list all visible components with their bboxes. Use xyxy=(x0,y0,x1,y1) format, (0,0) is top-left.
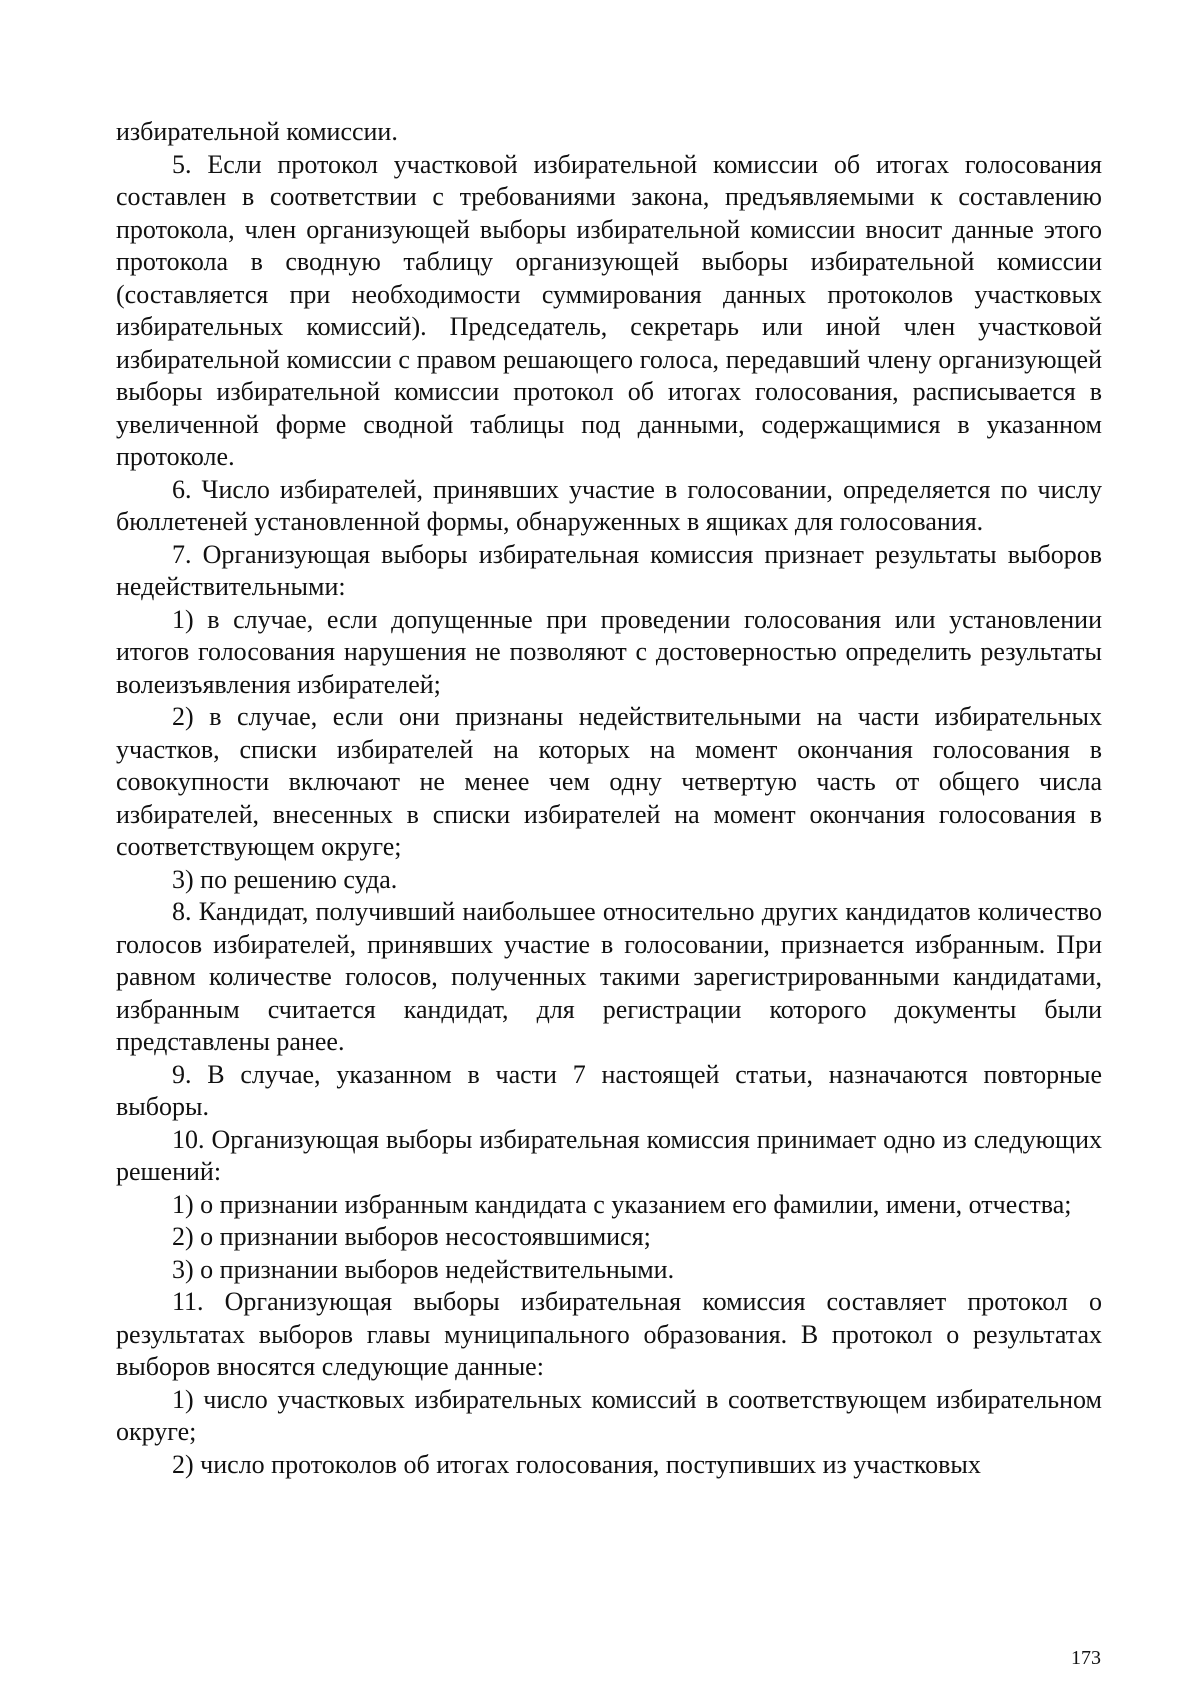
paragraph-7-item-3: 3) по решению суда. xyxy=(172,864,398,894)
document-body xyxy=(116,116,1102,1481)
paragraph-6: 6. Число избирателей, принявших участие в голосовании, определяется по числу бюллетеней установленной формы, обнаруженных в ящиках для голосования. xyxy=(116,474,1102,536)
paragraph-11: 11. Организующая выборы избирательная комиссия составляет протокол о результатах выборов главы муниципального образования. В протокол о результатах выборов вносятся следующие данные: xyxy=(116,1287,1102,1381)
page-number: 173 xyxy=(1071,1647,1101,1669)
paragraph-7-item-2: 2) в случае, если они признаны недействительными на части избирательных участков, списки избирателей на которых на момент окончания голосования в совокупности включают не менее чем одну четвертую часть от общего числа избирателей, внесенных в списки избирателей на момент окончания голосования в соответствующем округе; xyxy=(116,702,1102,861)
paragraph-10-item-2: 2) о признании выборов несостоявшимися; xyxy=(172,1222,651,1251)
paragraph-9: 9. В случае, указанном в части 7 настоящей статьи, назначаются повторные выборы. xyxy=(116,1059,1102,1121)
paragraph-8: 8. Кандидат, получивший наибольшее относительно других кандидатов количество голосов избирателей, принявших участие в голосовании, признается избранным. При равном количестве голосов, полученных такими зарегистрированными кандидатами, избранным считается кандидат, для регистрации которого документы были представлены ранее. xyxy=(116,897,1102,1056)
paragraph-11-item-2: 2) число протоколов об итогах голосования, поступивших из участковых xyxy=(172,1449,981,1479)
paragraph-11-item-1: 1) число участковых избирательных комиссий в соответствующем избирательном округе; xyxy=(116,1384,1102,1446)
paragraph-continuation: избирательной комиссии. xyxy=(116,117,398,146)
paragraph-7-item-1: 1) в случае, если допущенные при проведении голосования или установлении итогов голосования нарушения не позволяют с достоверностью определить результаты волеизъявления избирателей; xyxy=(116,604,1102,699)
paragraph-5: 5. Если протокол участковой избирательной комиссии об итогах голосования составлен в соответствии с требованиями закона, предъявляемыми к составлению протокола, член организующей выборы избирательной комиссии вносит данные этого протокола в сводную таблицу организующей выборы избирательной комиссии (составляется при необходимости суммирования данных протоколов участковых избирательных комиссий). Председатель, секретарь или иной член участковой избирательной комиссии с правом решающего голоса, передавший члену организующей выборы избирательной комиссии протокол об итогах голосования, расписывается в увеличенной форме сводной таблицы под данными, содержащимися в указанном протоколе. xyxy=(116,149,1102,471)
paragraph-10: 10. Организующая выборы избирательная комиссия принимает одно из следующих решений: xyxy=(116,1124,1102,1186)
paragraph-7: 7. Организующая выборы избирательная комиссия признает результаты выборов недействительными: xyxy=(116,539,1102,601)
paragraph-10-item-1: 1) о признании избранным кандидата с указанием его фамилии, имени, отчества; xyxy=(172,1189,1072,1219)
paragraph-10-item-3: 3) о признании выборов недействительными. xyxy=(172,1254,675,1284)
